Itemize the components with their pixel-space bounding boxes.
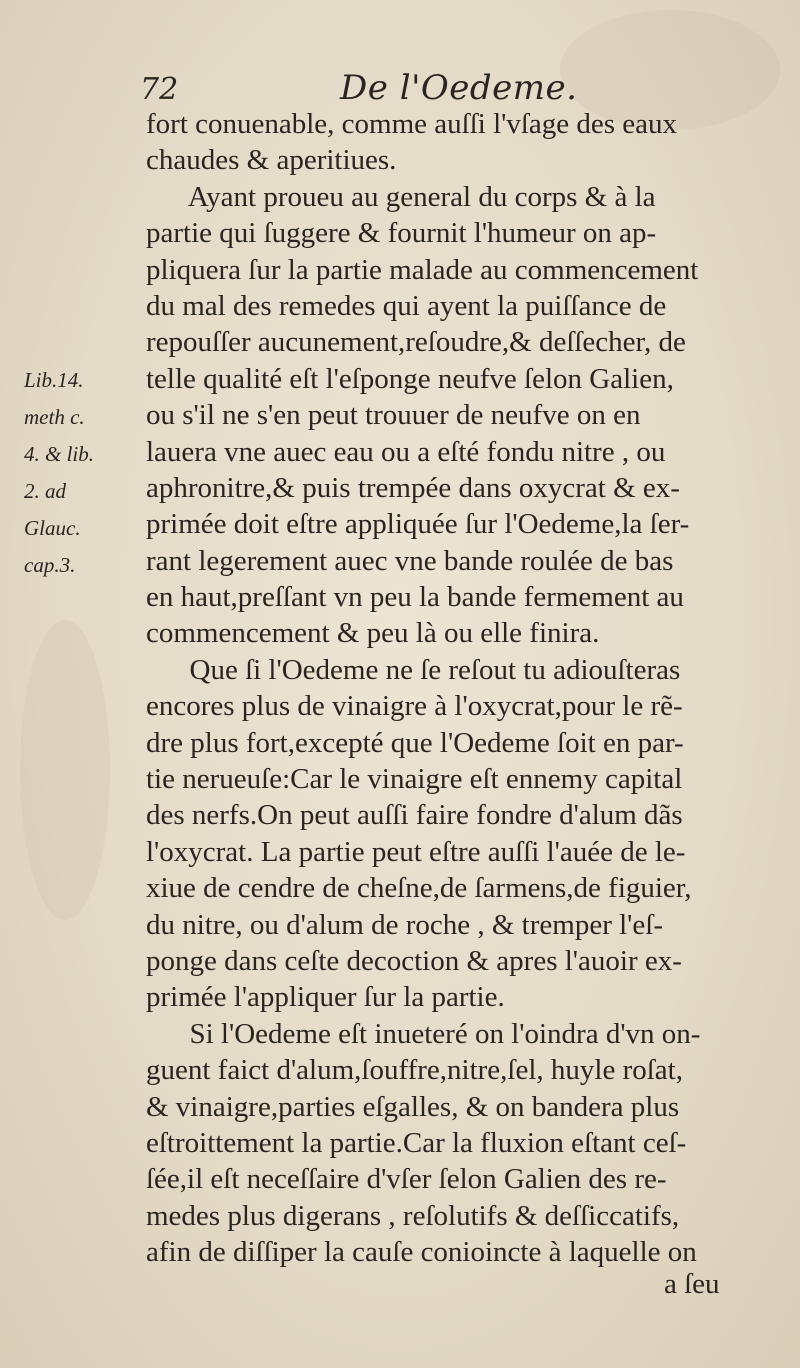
page-number: 72 [140,72,179,107]
text-line: encores plus de vinaigre à l'oxycrat,pour le rẽ- [146,690,683,723]
text-line: telle qualité eſt l'eſponge neufve ſelon Galien, [146,362,674,395]
text-line: Si l'Oedeme eſt inueteré on l'oindra d'vn on- [146,1017,701,1050]
margin-note [24,362,124,584]
text-line: du mal des remedes qui ayent la puiſſance de [146,289,667,322]
text-line: aphronitre,& puis trempée dans oxycrat & ex- [146,471,680,504]
text-line: lauera vne auec eau ou a eſté fondu nitre , ou [146,435,666,468]
text-line: rant legerement auec vne bande roulée de bas [146,544,674,577]
text-line: en haut,preſſant vn peu la bande fermement au [146,581,684,614]
body-text [146,106,746,1271]
text-line: partie qui ſuggere & fournit l'humeur on ap- [146,217,657,250]
text-line: tie nerueuſe:Car le vinaigre eſt ennemy capital [146,763,683,796]
page-header [140,62,740,112]
text-line: fort conuenable, comme auſſi l'vſage des eaux [146,108,678,140]
text-line: commencement & peu là ou elle finira. [146,617,600,650]
text-line: afin de diſſiper la cauſe conioincte à laquelle on [146,1236,697,1269]
text-line: eſtroittement la partie.Car la fluxion eſtant ceſ- [146,1126,687,1159]
text-line: & vinaigre,parties eſgalles, & on bandera plus [146,1090,680,1123]
running-title: De l'Oedeme. [340,68,578,108]
text-line: repouſſer aucunement,reſoudre,& deſſecher, de [146,326,686,359]
text-line: guent faict d'alum,ſouffre,nitre,ſel, huyle roſat, [146,1054,683,1087]
text-line: l'oxycrat. La partie peut eſtre auſſi l'auée de le- [146,835,686,868]
text-line: medes plus digerans , reſolutifs & deſſiccatifs, [146,1199,680,1232]
text-line: dre plus fort,excepté que l'Oedeme ſoit en par- [146,726,684,759]
text-line: Que ſi l'Oedeme ne ſe reſout tu adiouſteras [146,653,681,686]
margin-note-line: Glauc. [24,516,81,540]
margin-note-line: 4. & lib. [24,442,95,466]
catchword: a ſeu [664,1268,720,1300]
margin-note-line: meth c. [24,405,85,429]
margin-note-line: cap.3. [24,553,76,577]
text-line: chaudes & aperitiues. [146,144,397,177]
text-line: des nerfs.On peut auſſi faire fondre d'alum dãs [146,799,683,832]
text-line: primée l'appliquer ſur la partie. [146,981,505,1014]
text-line: ou s'il ne s'en peut trouuer de neufve on en [146,399,641,432]
text-line: ponge dans ceſte decoction & apres l'auoir ex- [146,944,682,977]
text-line: ſée,il eſt neceſſaire d'vſer ſelon Galien des re- [146,1163,667,1196]
text-line: pliquera ſur la partie malade au commencement [146,253,699,286]
text-line: du nitre, ou d'alum de roche , & tremper l'eſ- [146,908,663,941]
text-line: xiue de cendre de cheſne,de ſarmens,de figuier, [146,872,692,905]
text-line: primée doit eſtre appliquée ſur l'Oedeme,la ſer- [146,508,690,541]
margin-note-line: 2. ad [24,479,66,503]
text-line: Ayant proueu au general du corps & à la [146,180,656,213]
margin-note-line: Lib.14. [24,368,84,392]
